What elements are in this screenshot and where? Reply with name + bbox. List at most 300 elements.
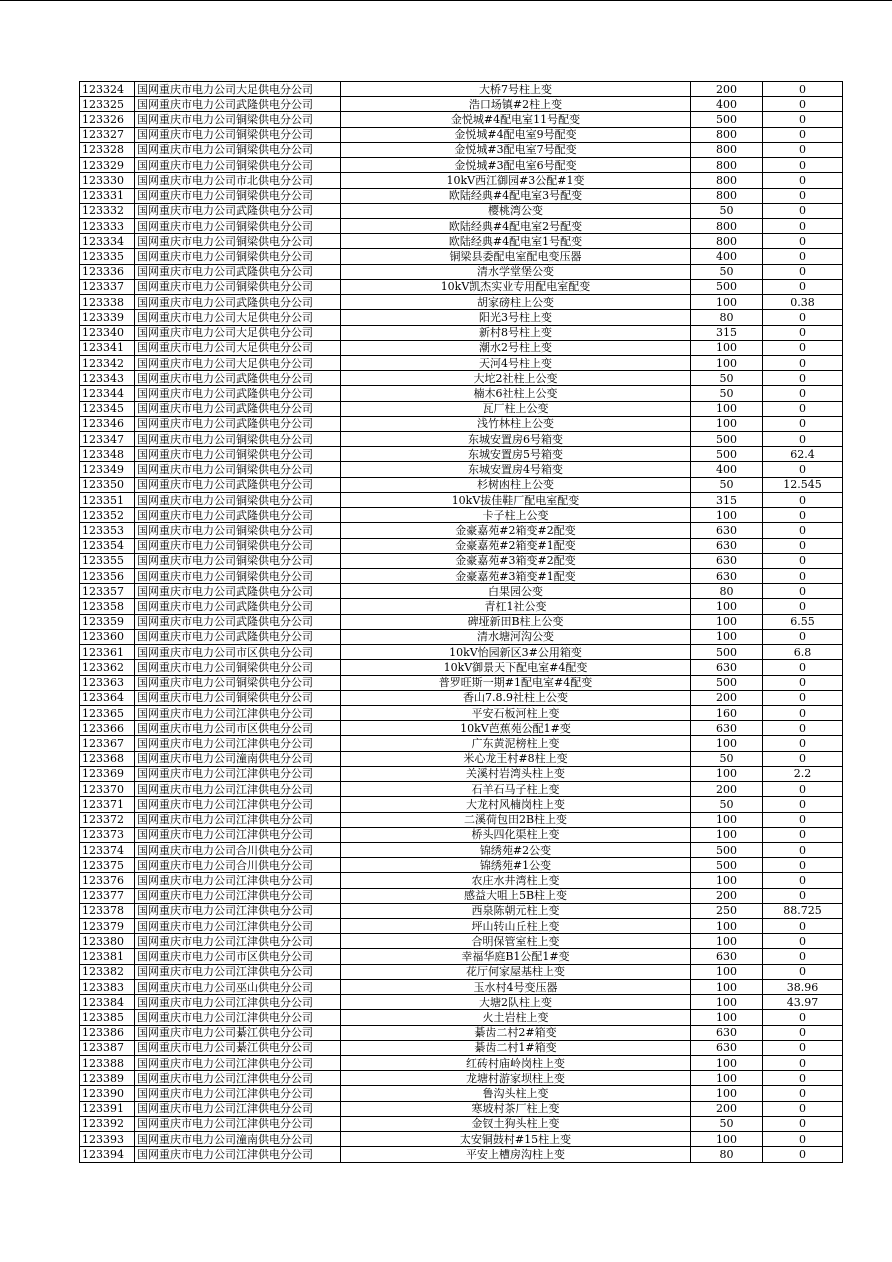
transformer-name-cell: 火土岩柱上变	[341, 1010, 691, 1025]
transformer-name-cell: 10kV西江御园#3公配#1变	[341, 173, 691, 188]
capacity-cell: 630	[691, 569, 763, 584]
transformer-name-cell: 金钗土狗头柱上变	[341, 1116, 691, 1131]
transformer-name-cell: 锦绣苑#1公变	[341, 858, 691, 873]
transformer-name-cell: 玉水村4号变压器	[341, 979, 691, 994]
record-id-cell: 123361	[80, 645, 135, 660]
record-id-cell: 123345	[80, 401, 135, 416]
record-id-cell: 123369	[80, 766, 135, 781]
table-row	[80, 584, 843, 599]
record-id-cell: 123324	[80, 82, 135, 97]
value-cell: 0	[763, 188, 843, 203]
table-row	[80, 523, 843, 538]
record-id-cell: 123335	[80, 249, 135, 264]
capacity-cell: 630	[691, 553, 763, 568]
company-cell: 国网重庆市电力公司武隆供电分公司	[135, 97, 341, 112]
transformer-name-cell: 10kV凯杰实业专用配电室配变	[341, 279, 691, 294]
capacity-cell: 630	[691, 660, 763, 675]
company-cell: 国网重庆市电力公司铜梁供电分公司	[135, 188, 341, 203]
value-cell: 0.38	[763, 295, 843, 310]
company-cell: 国网重庆市电力公司江津供电分公司	[135, 1010, 341, 1025]
capacity-cell: 100	[691, 736, 763, 751]
record-id-cell: 123326	[80, 112, 135, 127]
transformer-name-cell: 锦绣苑#2公变	[341, 842, 691, 857]
table-row	[80, 295, 843, 310]
value-cell: 0	[763, 736, 843, 751]
capacity-cell: 500	[691, 675, 763, 690]
company-cell: 国网重庆市电力公司市区供电分公司	[135, 645, 341, 660]
table-row	[80, 355, 843, 370]
capacity-cell: 100	[691, 614, 763, 629]
value-cell: 0	[763, 264, 843, 279]
capacity-cell: 800	[691, 173, 763, 188]
company-cell: 国网重庆市电力公司江津供电分公司	[135, 797, 341, 812]
transformer-name-cell: 白果园公变	[341, 584, 691, 599]
table-row	[80, 97, 843, 112]
transformer-name-cell: 綦齿二村1#箱变	[341, 1040, 691, 1055]
capacity-cell: 800	[691, 218, 763, 233]
table-body	[80, 82, 843, 1163]
record-id-cell: 123330	[80, 173, 135, 188]
table-row	[80, 873, 843, 888]
transformer-name-cell: 浩口场镇#2柱上变	[341, 97, 691, 112]
value-cell: 0	[763, 401, 843, 416]
capacity-cell: 500	[691, 432, 763, 447]
transformer-name-cell: 普罗旺斯一期#1配电室#4配变	[341, 675, 691, 690]
capacity-cell: 50	[691, 371, 763, 386]
capacity-cell: 100	[691, 1086, 763, 1101]
record-id-cell: 123343	[80, 371, 135, 386]
value-cell: 0	[763, 782, 843, 797]
transformer-name-cell: 浅竹林柱上公变	[341, 416, 691, 431]
value-cell: 6.55	[763, 614, 843, 629]
capacity-cell: 630	[691, 1025, 763, 1040]
record-id-cell: 123336	[80, 264, 135, 279]
table-row	[80, 766, 843, 781]
table-row	[80, 249, 843, 264]
record-id-cell: 123391	[80, 1101, 135, 1116]
capacity-cell: 800	[691, 127, 763, 142]
record-id-cell: 123387	[80, 1040, 135, 1055]
company-cell: 国网重庆市电力公司潼南供电分公司	[135, 1132, 341, 1147]
company-cell: 国网重庆市电力公司潼南供电分公司	[135, 751, 341, 766]
capacity-cell: 100	[691, 629, 763, 644]
transformer-name-cell: 10kV御景天下配电室#4配变	[341, 660, 691, 675]
value-cell: 6.8	[763, 645, 843, 660]
value-cell: 0	[763, 97, 843, 112]
record-id-cell: 123371	[80, 797, 135, 812]
table-row	[80, 979, 843, 994]
record-id-cell: 123338	[80, 295, 135, 310]
table-row	[80, 1147, 843, 1162]
capacity-cell: 500	[691, 645, 763, 660]
capacity-cell: 200	[691, 1101, 763, 1116]
record-id-cell: 123386	[80, 1025, 135, 1040]
company-cell: 国网重庆市电力公司武隆供电分公司	[135, 629, 341, 644]
table-row	[80, 690, 843, 705]
record-id-cell: 123344	[80, 386, 135, 401]
table-row	[80, 660, 843, 675]
value-cell: 0	[763, 553, 843, 568]
table-row	[80, 919, 843, 934]
table-row	[80, 386, 843, 401]
transformer-name-cell: 二溪荷包田2B柱上变	[341, 812, 691, 827]
transformer-name-cell: 关溪村岩湾头柱上变	[341, 766, 691, 781]
table-row	[80, 569, 843, 584]
record-id-cell: 123382	[80, 964, 135, 979]
value-cell: 0	[763, 279, 843, 294]
value-cell: 0	[763, 797, 843, 812]
table-row	[80, 234, 843, 249]
transformer-name-cell: 龙塘村游家坝柱上变	[341, 1071, 691, 1086]
capacity-cell: 50	[691, 203, 763, 218]
table-row	[80, 310, 843, 325]
table-row	[80, 614, 843, 629]
capacity-cell: 100	[691, 1132, 763, 1147]
company-cell: 国网重庆市电力公司铜梁供电分公司	[135, 447, 341, 462]
company-cell: 国网重庆市电力公司铜梁供电分公司	[135, 492, 341, 507]
company-cell: 国网重庆市电力公司江津供电分公司	[135, 1071, 341, 1086]
table-row	[80, 158, 843, 173]
table-row	[80, 721, 843, 736]
table-row	[80, 599, 843, 614]
company-cell: 国网重庆市电力公司武隆供电分公司	[135, 614, 341, 629]
value-cell: 0	[763, 751, 843, 766]
value-cell: 0	[763, 218, 843, 233]
record-id-cell: 123356	[80, 569, 135, 584]
table-row	[80, 675, 843, 690]
transformer-name-cell: 樱桃湾公变	[341, 203, 691, 218]
company-cell: 国网重庆市电力公司江津供电分公司	[135, 812, 341, 827]
transformer-name-cell: 金悦城#3配电室7号配变	[341, 142, 691, 157]
table-row	[80, 432, 843, 447]
company-cell: 国网重庆市电力公司武隆供电分公司	[135, 401, 341, 416]
record-id-cell: 123362	[80, 660, 135, 675]
record-id-cell: 123325	[80, 97, 135, 112]
table-row	[80, 934, 843, 949]
table-row	[80, 705, 843, 720]
page-top-rule	[0, 0, 892, 1]
record-id-cell: 123348	[80, 447, 135, 462]
capacity-cell: 100	[691, 964, 763, 979]
company-cell: 国网重庆市电力公司铜梁供电分公司	[135, 432, 341, 447]
company-cell: 国网重庆市电力公司铜梁供电分公司	[135, 112, 341, 127]
table-row	[80, 447, 843, 462]
record-id-cell: 123380	[80, 934, 135, 949]
capacity-cell: 100	[691, 1071, 763, 1086]
value-cell: 0	[763, 949, 843, 964]
transformer-name-cell: 欧陆经典#4配电室3号配变	[341, 188, 691, 203]
capacity-cell: 50	[691, 264, 763, 279]
company-cell: 国网重庆市电力公司铜梁供电分公司	[135, 553, 341, 568]
record-id-cell: 123331	[80, 188, 135, 203]
company-cell: 国网重庆市电力公司江津供电分公司	[135, 782, 341, 797]
record-id-cell: 123363	[80, 675, 135, 690]
table-row	[80, 188, 843, 203]
table-row	[80, 1132, 843, 1147]
value-cell: 0	[763, 721, 843, 736]
record-id-cell: 123357	[80, 584, 135, 599]
capacity-cell: 100	[691, 340, 763, 355]
transformer-name-cell: 桥头四化渠柱上变	[341, 827, 691, 842]
transformer-name-cell: 金悦城#4配电室9号配变	[341, 127, 691, 142]
value-cell: 0	[763, 629, 843, 644]
transformer-name-cell: 10kV芭蕉苑公配1#变	[341, 721, 691, 736]
value-cell: 0	[763, 1116, 843, 1131]
transformer-name-cell: 合明保管室柱上变	[341, 934, 691, 949]
value-cell: 0	[763, 705, 843, 720]
transformer-name-cell: 杉树凼柱上公变	[341, 477, 691, 492]
table-row	[80, 751, 843, 766]
table-row	[80, 340, 843, 355]
transformer-name-cell: 坪山转山丘柱上变	[341, 919, 691, 934]
company-cell: 国网重庆市电力公司江津供电分公司	[135, 873, 341, 888]
value-cell: 0	[763, 964, 843, 979]
company-cell: 国网重庆市电力公司铜梁供电分公司	[135, 234, 341, 249]
table-row	[80, 1025, 843, 1040]
transformer-name-cell: 花厅何家屋基柱上变	[341, 964, 691, 979]
value-cell: 43.97	[763, 995, 843, 1010]
capacity-cell: 100	[691, 827, 763, 842]
transformer-name-cell: 金豪嘉苑#3箱变#2配变	[341, 553, 691, 568]
company-cell: 国网重庆市电力公司武隆供电分公司	[135, 477, 341, 492]
value-cell: 2.2	[763, 766, 843, 781]
capacity-cell: 200	[691, 690, 763, 705]
company-cell: 国网重庆市电力公司江津供电分公司	[135, 827, 341, 842]
company-cell: 国网重庆市电力公司江津供电分公司	[135, 934, 341, 949]
capacity-cell: 100	[691, 766, 763, 781]
record-id-cell: 123390	[80, 1086, 135, 1101]
table-row	[80, 203, 843, 218]
capacity-cell: 800	[691, 188, 763, 203]
record-id-cell: 123389	[80, 1071, 135, 1086]
transformer-name-cell: 綦齿二村2#箱变	[341, 1025, 691, 1040]
company-cell: 国网重庆市电力公司武隆供电分公司	[135, 599, 341, 614]
company-cell: 国网重庆市电力公司武隆供电分公司	[135, 386, 341, 401]
company-cell: 国网重庆市电力公司铜梁供电分公司	[135, 127, 341, 142]
record-id-cell: 123347	[80, 432, 135, 447]
value-cell: 12.545	[763, 477, 843, 492]
table-row	[80, 629, 843, 644]
record-id-cell: 123374	[80, 842, 135, 857]
table-row	[80, 645, 843, 660]
company-cell: 国网重庆市电力公司合川供电分公司	[135, 858, 341, 873]
capacity-cell: 500	[691, 112, 763, 127]
company-cell: 国网重庆市电力公司铜梁供电分公司	[135, 279, 341, 294]
value-cell: 0	[763, 538, 843, 553]
capacity-cell: 250	[691, 903, 763, 918]
record-id-cell: 123341	[80, 340, 135, 355]
transformer-name-cell: 鲁沟头柱上变	[341, 1086, 691, 1101]
table-row	[80, 1010, 843, 1025]
record-id-cell: 123367	[80, 736, 135, 751]
value-cell: 0	[763, 919, 843, 934]
capacity-cell: 400	[691, 249, 763, 264]
company-cell: 国网重庆市电力公司武隆供电分公司	[135, 295, 341, 310]
value-cell: 0	[763, 934, 843, 949]
table-row	[80, 1056, 843, 1071]
transformer-name-cell: 大桥7号柱上变	[341, 82, 691, 97]
value-cell: 0	[763, 584, 843, 599]
capacity-cell: 160	[691, 705, 763, 720]
transformer-name-cell: 金豪嘉苑#2箱变#2配变	[341, 523, 691, 538]
value-cell: 0	[763, 203, 843, 218]
transformer-name-cell: 太安铜鼓村#15柱上变	[341, 1132, 691, 1147]
capacity-cell: 800	[691, 142, 763, 157]
value-cell: 0	[763, 1025, 843, 1040]
capacity-cell: 200	[691, 782, 763, 797]
capacity-cell: 630	[691, 721, 763, 736]
record-id-cell: 123355	[80, 553, 135, 568]
value-cell: 0	[763, 1010, 843, 1025]
table-row	[80, 782, 843, 797]
capacity-cell: 500	[691, 842, 763, 857]
value-cell: 0	[763, 234, 843, 249]
record-id-cell: 123370	[80, 782, 135, 797]
transformer-name-cell: 欧陆经典#4配电室2号配变	[341, 218, 691, 233]
value-cell: 0	[763, 873, 843, 888]
table-row	[80, 416, 843, 431]
record-id-cell: 123328	[80, 142, 135, 157]
capacity-cell: 100	[691, 508, 763, 523]
company-cell: 国网重庆市电力公司江津供电分公司	[135, 705, 341, 720]
company-cell: 国网重庆市电力公司铜梁供电分公司	[135, 462, 341, 477]
company-cell: 国网重庆市电力公司武隆供电分公司	[135, 203, 341, 218]
record-id-cell: 123377	[80, 888, 135, 903]
value-cell: 0	[763, 1132, 843, 1147]
capacity-cell: 100	[691, 599, 763, 614]
record-id-cell: 123368	[80, 751, 135, 766]
company-cell: 国网重庆市电力公司江津供电分公司	[135, 1116, 341, 1131]
record-id-cell: 123394	[80, 1147, 135, 1162]
value-cell: 88.725	[763, 903, 843, 918]
value-cell: 0	[763, 432, 843, 447]
record-id-cell: 123329	[80, 158, 135, 173]
value-cell: 0	[763, 690, 843, 705]
value-cell: 38.96	[763, 979, 843, 994]
value-cell: 0	[763, 1086, 843, 1101]
capacity-cell: 100	[691, 355, 763, 370]
value-cell: 0	[763, 492, 843, 507]
company-cell: 国网重庆市电力公司铜梁供电分公司	[135, 158, 341, 173]
transformer-name-cell: 金豪嘉苑#3箱变#1配变	[341, 569, 691, 584]
record-id-cell: 123364	[80, 690, 135, 705]
value-cell: 0	[763, 660, 843, 675]
table-row	[80, 264, 843, 279]
table-row	[80, 1116, 843, 1131]
value-cell: 0	[763, 127, 843, 142]
company-cell: 国网重庆市电力公司江津供电分公司	[135, 1147, 341, 1162]
table-row	[80, 812, 843, 827]
table-row	[80, 736, 843, 751]
value-cell: 0	[763, 158, 843, 173]
capacity-cell: 100	[691, 873, 763, 888]
value-cell: 62.4	[763, 447, 843, 462]
capacity-cell: 50	[691, 386, 763, 401]
value-cell: 0	[763, 858, 843, 873]
capacity-cell: 500	[691, 279, 763, 294]
transformer-name-cell: 幸福华庭B1公配1#变	[341, 949, 691, 964]
company-cell: 国网重庆市电力公司大足供电分公司	[135, 82, 341, 97]
table-row	[80, 553, 843, 568]
capacity-cell: 400	[691, 97, 763, 112]
transformer-name-cell: 铜梁县委配电室配电变压器	[341, 249, 691, 264]
company-cell: 国网重庆市电力公司江津供电分公司	[135, 919, 341, 934]
record-id-cell: 123346	[80, 416, 135, 431]
company-cell: 国网重庆市电力公司铜梁供电分公司	[135, 142, 341, 157]
transformer-name-cell: 潮水2号柱上变	[341, 340, 691, 355]
company-cell: 国网重庆市电力公司江津供电分公司	[135, 1056, 341, 1071]
transformer-name-cell: 寒坡村茶厂柱上变	[341, 1101, 691, 1116]
record-id-cell: 123365	[80, 705, 135, 720]
company-cell: 国网重庆市电力公司江津供电分公司	[135, 1101, 341, 1116]
transformer-name-cell: 金悦城#4配电室11号配变	[341, 112, 691, 127]
value-cell: 0	[763, 523, 843, 538]
transformer-name-cell: 感益大咀上5B柱上变	[341, 888, 691, 903]
company-cell: 国网重庆市电力公司巫山供电分公司	[135, 979, 341, 994]
company-cell: 国网重庆市电力公司铜梁供电分公司	[135, 523, 341, 538]
record-id-cell: 123327	[80, 127, 135, 142]
capacity-cell: 50	[691, 751, 763, 766]
record-id-cell: 123351	[80, 492, 135, 507]
transformer-name-cell: 欧陆经典#4配电室1号配变	[341, 234, 691, 249]
record-id-cell: 123334	[80, 234, 135, 249]
value-cell: 0	[763, 1147, 843, 1162]
value-cell: 0	[763, 1101, 843, 1116]
table-row	[80, 1101, 843, 1116]
record-id-cell: 123354	[80, 538, 135, 553]
capacity-cell: 100	[691, 934, 763, 949]
capacity-cell: 400	[691, 462, 763, 477]
record-id-cell: 123342	[80, 355, 135, 370]
transformer-name-cell: 青杠1社公变	[341, 599, 691, 614]
company-cell: 国网重庆市电力公司江津供电分公司	[135, 903, 341, 918]
record-id-cell: 123360	[80, 629, 135, 644]
capacity-cell: 100	[691, 812, 763, 827]
company-cell: 国网重庆市电力公司江津供电分公司	[135, 1086, 341, 1101]
record-id-cell: 123393	[80, 1132, 135, 1147]
table-row	[80, 173, 843, 188]
value-cell: 0	[763, 173, 843, 188]
transformer-name-cell: 胡家磅柱上公变	[341, 295, 691, 310]
capacity-cell: 100	[691, 1010, 763, 1025]
capacity-cell: 800	[691, 158, 763, 173]
company-cell: 国网重庆市电力公司大足供电分公司	[135, 325, 341, 340]
table-row	[80, 827, 843, 842]
company-cell: 国网重庆市电力公司市北供电分公司	[135, 173, 341, 188]
transformer-name-cell: 清水学堂堡公变	[341, 264, 691, 279]
record-id-cell: 123376	[80, 873, 135, 888]
capacity-cell: 80	[691, 1147, 763, 1162]
table-row	[80, 112, 843, 127]
capacity-cell: 630	[691, 538, 763, 553]
transformer-name-cell: 农庄水井湾柱上变	[341, 873, 691, 888]
capacity-cell: 630	[691, 1040, 763, 1055]
capacity-cell: 100	[691, 401, 763, 416]
capacity-cell: 100	[691, 295, 763, 310]
transformer-name-cell: 广东黄泥榜柱上变	[341, 736, 691, 751]
capacity-cell: 50	[691, 797, 763, 812]
company-cell: 国网重庆市电力公司铜梁供电分公司	[135, 249, 341, 264]
record-id-cell: 123372	[80, 812, 135, 827]
record-id-cell: 123339	[80, 310, 135, 325]
record-id-cell: 123379	[80, 919, 135, 934]
table-row	[80, 1071, 843, 1086]
company-cell: 国网重庆市电力公司铜梁供电分公司	[135, 660, 341, 675]
transformer-name-cell: 大龙村风楠岗柱上变	[341, 797, 691, 812]
record-id-cell: 123392	[80, 1116, 135, 1131]
capacity-cell: 800	[691, 234, 763, 249]
capacity-cell: 50	[691, 1116, 763, 1131]
